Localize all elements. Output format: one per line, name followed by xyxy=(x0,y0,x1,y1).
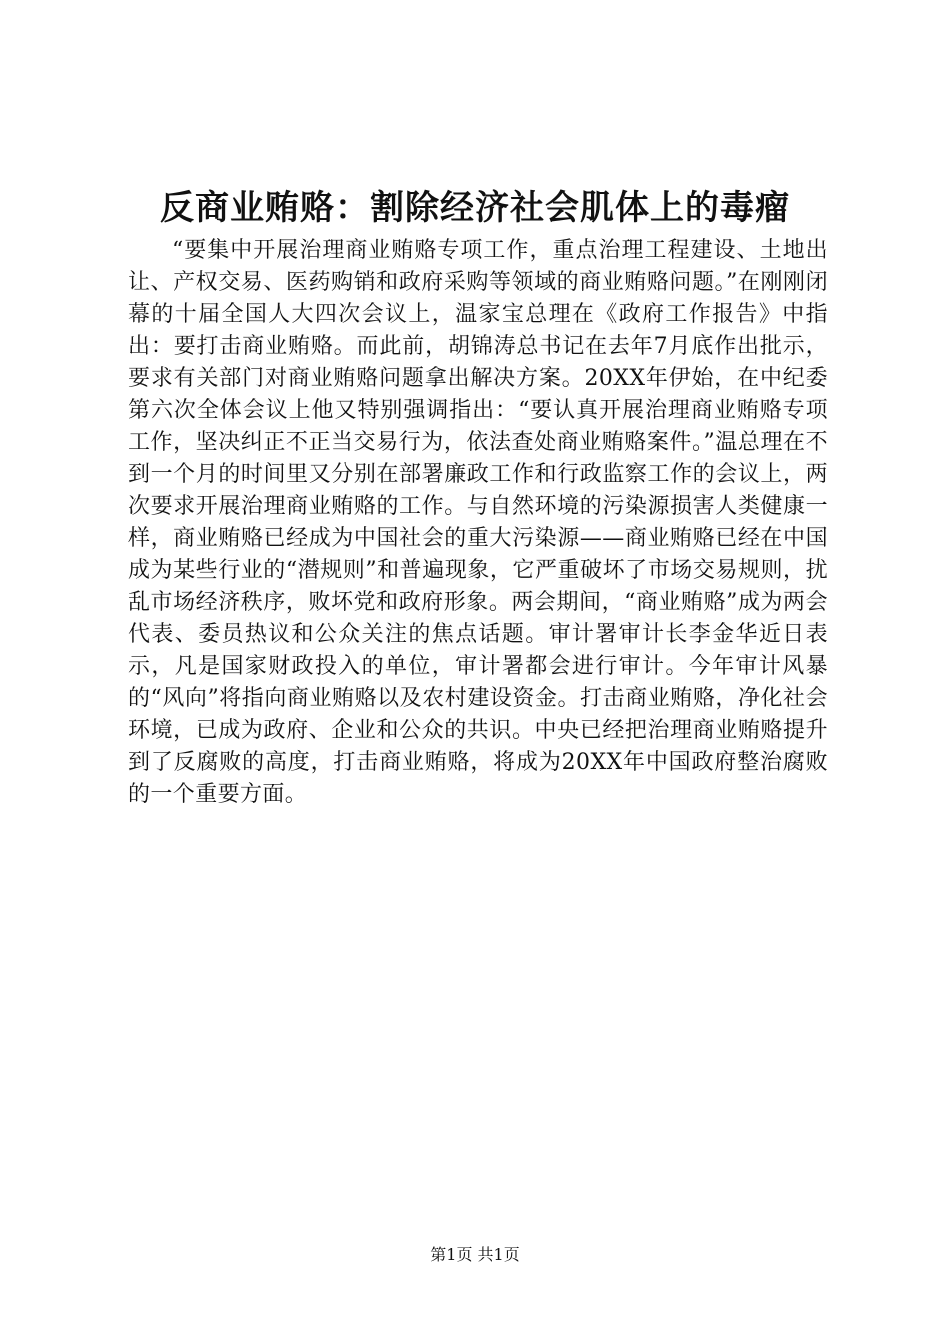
page-footer: 第1页 共1页 xyxy=(430,1245,520,1264)
body-paragraph: “要集中开展治理商业贿赂专项工作，重点治理工程建设、土地出让、产权交易、医药购销和政府采购等领域的商业贿赂问题。”在刚刚闭幕的十届全国人大四次会议上，温家宝总理在《政府工作报告》中指出：要打击商业贿赂。而此前，胡锦涛总书记在去年7月底作出批示，要求有关部门对商业贿赂问题拿出解决方案。20XX年伊始，在中纪委第六次全体会议上他又特别强调指出：“要认真开展治理商业贿赂专项工作，坚决纠正不正当交易行为，依法查处商业贿赂案件。”温总理在不到一个月的时间里又分别在部署廉政工作和行政监察工作的会议上，两次要求开展治理商业贿赂的工作。与自然环境的污染源损害人类健康一样，商业贿赂已经成为中国社会的重大污染源——商业贿赂已经在中国成为某些行业的“潜规则”和普遍现象，它严重破坏了市场交易规则，扰乱市场经济秩序，败坏党和政府形象。两会期间，“商业贿赂”成为两会代表、委员热议和公众关注的焦点话题。审计署审计长李金华近日表示，凡是国家财政投入的单位，审计署都会进行审计。今年审计风暴的“风向”将指向商业贿赂以及农村建设资金。打击商业贿赂，净化社会环境，已成为政府、企业和公众的共识。中央已经把治理商业贿赂提升到了反腐败的高度，打击商业贿赂，将成为20XX年中国政府整治腐败的一个重要方面。 xyxy=(128,238,828,807)
document-title: 反商业贿赂：割除经济社会肌体上的毒瘤 xyxy=(160,188,790,228)
